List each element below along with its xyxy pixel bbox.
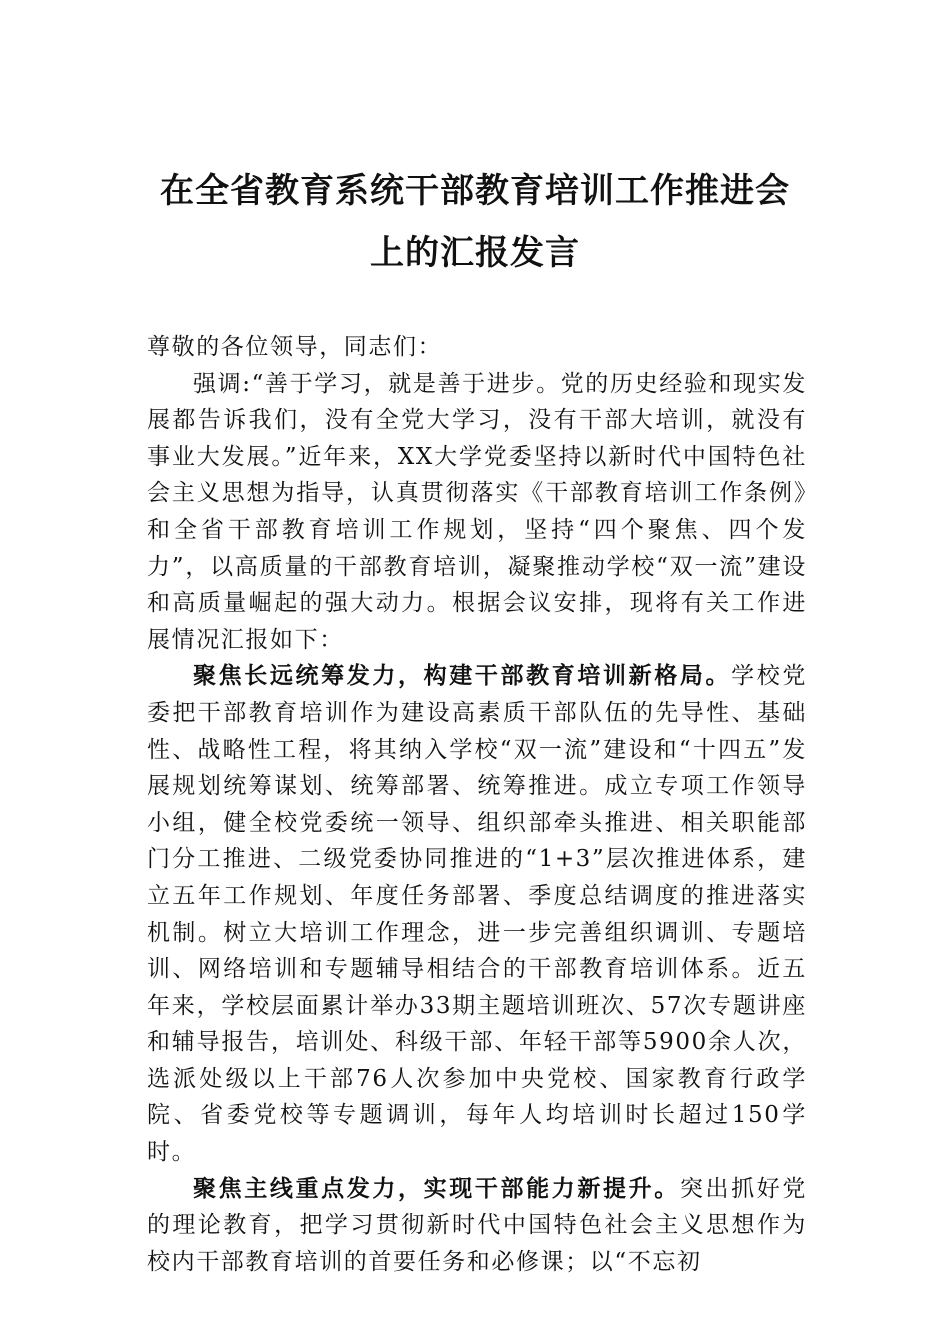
section-1-heading: 聚焦长远统筹发力，构建干部教育培训新格局。	[193, 662, 732, 690]
section-2-paragraph	[147, 1171, 807, 1281]
document-title-line-1: 在全省教育系统干部教育培训工作推进会	[160, 171, 790, 211]
intro-paragraph: 强调:“善于学习，就是善于进步。党的历史经验和现实发展都告诉我们，没有全党大学习，没有干部大培训，就没有事业大发展。”近年来，XX大学党委坚持以新时代中国特色社会主义思想为指导，认真贯彻落实《干部教育培训工作条例》和全省干部教育培训工作规划，坚持“四个聚焦、四个发力”，以高质量的干部教育培训，凝聚推动学校“双一流”建设和高质量崛起的强大动力。根据会议安排，现将有关工作进展情况汇报如下：	[147, 370, 807, 653]
document-body	[147, 329, 807, 1280]
section-1-body: 学校党委把干部教育培训作为建设高素质干部队伍的先导性、基础性、战略性工程，将其纳入学校“双一流”建设和“十四五”发展规划统筹谋划、统筹部署、统筹推进。成立专项工作领导小组，健全校党委统一领导、组织部牵头推进、相关职能部门分工推进、二级党委协同推进的“1+3”层次推进体系，建立五年工作规划、年度任务部署、季度总结调度的推进落实机制。树立大培训工作理念，进一步完善组织调训、专题培训、网络培训和专题辅导相结合的干部教育培训体系。近五年来，学校层面累计举办33期主题培训班次、57次专题讲座和辅导报告，培训处、科级干部、年轻干部等5900余人次，选派处级以上干部76人次参加中央党校、国家教育行政学院、省委党校等专题调训，每年人均培训时长超过150学时。	[147, 663, 807, 1166]
section-1-paragraph	[147, 658, 807, 1170]
document-title-line-2: 上的汇报发言	[370, 233, 580, 273]
section-2-body: 突出抓好党的理论教育，把学习贯彻新时代中国特色社会主义思想作为校内干部教育培训的首要任务和必修课；以“不忘初	[147, 1175, 807, 1275]
salutation: 尊敬的各位领导，同志们：	[147, 334, 443, 360]
section-2-heading: 聚焦主线重点发力，实现干部能力新提升。	[193, 1174, 680, 1202]
